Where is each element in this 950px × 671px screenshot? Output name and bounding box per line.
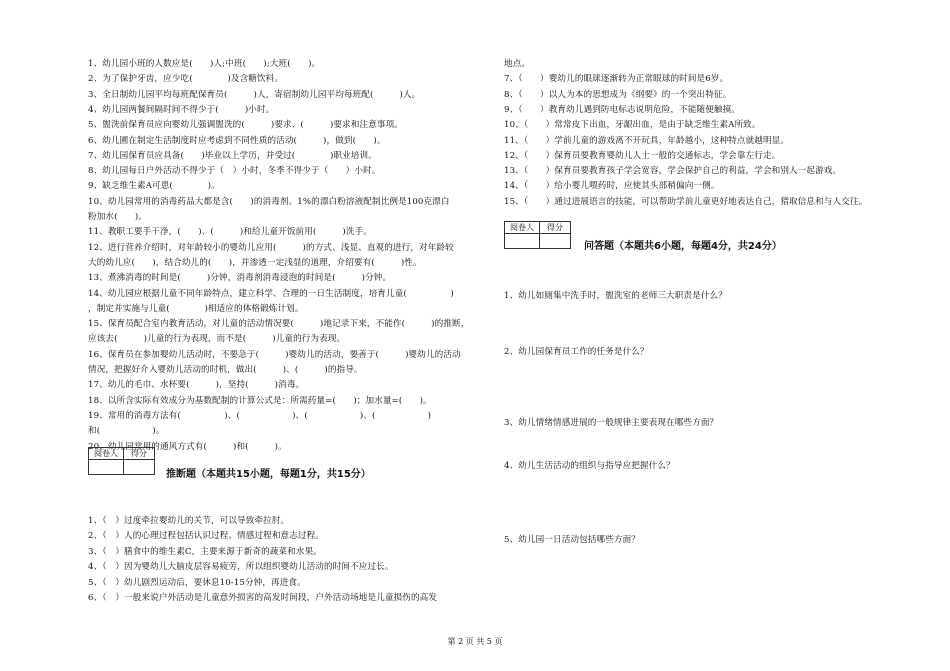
score-box-qa: [504, 221, 571, 249]
fill-blank-item: 3、全日制幼儿园平均每班配保育员( )人，寄宿制幼儿园平均每班配( )人。: [88, 89, 421, 100]
judge-item: 7、（ ）婴幼儿的眼球逐渐转为正常眼球的时间是6岁。: [504, 74, 729, 85]
fill-blank-item: 10、幼儿园常用的消毒药品大都是含( )的消毒剂。1%的漂白粉溶液配制比例是100克漂白: [88, 196, 450, 207]
fill-blank-item: 15、保育员配合室内教育活动，对儿童的活动情况要( )地记录下来，不能作( )的推断，: [88, 319, 470, 330]
fill-blank-item: 19、常用的消毒方法有( )、( )、( )、( ): [88, 410, 432, 421]
judge-item: 15、（ ）通过进展语言的技能，可以帮助学前儿童更好地表达自己，猎取信息和与人交往。: [504, 196, 868, 207]
judge-item: 2、（ ）人的心理过程包括认识过程、情感过程和意志过程。: [88, 531, 324, 542]
fill-blank-item: 粉加水( )。: [88, 212, 148, 222]
fill-blank-item: 18、以所含实际有效成分为基数配制的计算公式是：所需药量=( )；加水量=( )。: [88, 395, 432, 406]
judge-item: 4、（ ）因为婴幼儿大脑皮层容易疲劳，所以组织婴幼儿活动的时间不应过长。: [88, 562, 394, 573]
judge-item: 14、（ ）给小婴儿喂药时，应使其头部稍偏向一侧。: [504, 181, 720, 192]
fill-blank-item: 14、幼儿园应根据儿童不同年龄特点，建立科学、合理的一日生活制度，培育儿童( ): [88, 288, 454, 299]
judge-item: 3、（ ）膳食中的维生素C，主要来源于新奇的蔬菜和水果。: [88, 546, 322, 557]
fill-blank-item: 应该去( )儿童的行为表现，而不是( )儿童的行为表现。: [88, 334, 346, 345]
fill-blank-item: 9、缺乏维生素A可患( )。: [88, 181, 220, 192]
judge-item: 9、（ ）教育幼儿遇到防电标志说明危险，不能随便触摸。: [504, 104, 740, 115]
score-label: 得分: [124, 448, 155, 460]
judge-item: 6、（ ）一般来说户外活动是儿童意外损害的高发时间段，户外活动场地是儿童损伤的高发: [88, 593, 438, 603]
qa-item: 4、幼儿生活活动的组织与指导应把握什么？: [504, 461, 675, 471]
judge-item: 10、（ ）常常皮下出血，牙龈出血，是由于缺乏维生素A所致。: [504, 120, 761, 131]
qa-item: 2、幼儿园保育员工作的任务是什么？: [504, 347, 649, 357]
fill-blank-item: 4、幼儿园两餐间隔时间不得少于( )小时。: [88, 104, 275, 115]
fill-blank-item: 17、幼儿的毛巾、水杯要( )，坚持( )消毒。: [88, 380, 305, 391]
qa-item: 1、幼儿如厕集中洗手时，盥洗室的老师三大职责是什么？: [504, 291, 727, 301]
qa-heading: 问答题（本题共6小题，每题4分，共24分）: [584, 241, 782, 252]
fill-blank-item: 7、幼儿园保育员应具备( )毕业以上学历，并受过( )职业培训。: [88, 150, 377, 161]
judge-item: 12、（ ）保育员要教育婴幼儿人士一般的交通标志，学会靠左行走。: [504, 150, 781, 161]
score-box-judge: [88, 447, 155, 475]
fill-blank-item: 13、煮沸消毒的时间是( )分钟，消毒剂消毒浸泡的时间是( )分钟。: [88, 273, 392, 284]
fill-blank-item: 5、盥洗前保育员应向婴幼儿强调盥洗的( )要求、( )要求和注意事项。: [88, 120, 403, 131]
fill-blank-item: 20、幼儿园常用的通风方式有( )和( )。: [88, 441, 287, 452]
judge-item: 13、（ ）保育员要教育孩子学会宽容，学会保护自己的利益，学会和别人一起游戏。: [504, 166, 842, 177]
fill-blank-item: 11、教职工要手干净，( )、( )和给儿童开饭前用( )洗手。: [88, 227, 372, 238]
reviewer-label: 阅卷人: [505, 222, 540, 234]
fill-blank-item: 和( )。: [88, 426, 165, 437]
qa-item: 3、幼儿情绪情感进展的一般规律主要表现在哪些方面？: [504, 418, 719, 428]
fill-blank-item: 2、为了保护牙齿，应少吃( )及含糖饮料。: [88, 74, 284, 85]
fill-blank-item: 12、进行营养介绍时，对年龄较小的婴幼儿应用( )的方式、浅显、直观的进行，对年龄较: [88, 242, 454, 253]
score-label: 得分: [540, 222, 571, 234]
judge-item: 8、（ ）以人为本的思想成为《纲要》的一个突出特征。: [504, 89, 732, 100]
judge-item: 1、（ ）过度牵拉婴幼儿的关节，可以导致牵拉肘。: [88, 516, 290, 526]
page-footer: 第 2 页 共 5 页: [447, 637, 503, 646]
fill-blank-item: 8、幼儿园每日户外活动不得少于（ ）小时，冬季不得少于（ ）小时。: [88, 166, 381, 177]
reviewer-label: 阅卷人: [89, 448, 124, 460]
fill-blank-item: 16、保育员在参加婴幼儿活动时，不要急于( )婴幼儿的活动，要善于( )婴幼儿的活动: [88, 349, 461, 360]
judge-item: 5、（ ）幼儿剧烈运动后，要休息10-15分钟，再进食。: [88, 577, 306, 588]
fill-blank-item: ，制定并实施与儿童( )相适应的体格锻炼计划。: [88, 303, 304, 314]
fill-blank-item: 6、幼儿圃在制定生活制度时应考虑到不同性质的活动( )，做到( )。: [88, 135, 386, 146]
fill-blank-item: 大的幼儿应( )，结合幼儿的( )，并渗透一定浅显的道理，介绍要有( )性。: [88, 257, 422, 268]
judge-item: 地点。: [504, 59, 531, 69]
fill-blank-item: 1、幼儿园小班的人数应是( )人;中班( );大班( )。: [88, 59, 321, 69]
judge-heading: 推断题（本题共15小题，每题1分，共15分）: [166, 469, 371, 480]
qa-item: 5、幼儿园一日活动包括哪些方面？: [504, 535, 640, 545]
fill-blank-item: 情况，把握好介入婴幼儿活动的时机，做出( )、( )的指导。: [88, 365, 363, 375]
judge-item: 11、（ ）学前儿童的游戏离不开玩具，年龄越小，这种特点就越明显。: [504, 135, 790, 146]
